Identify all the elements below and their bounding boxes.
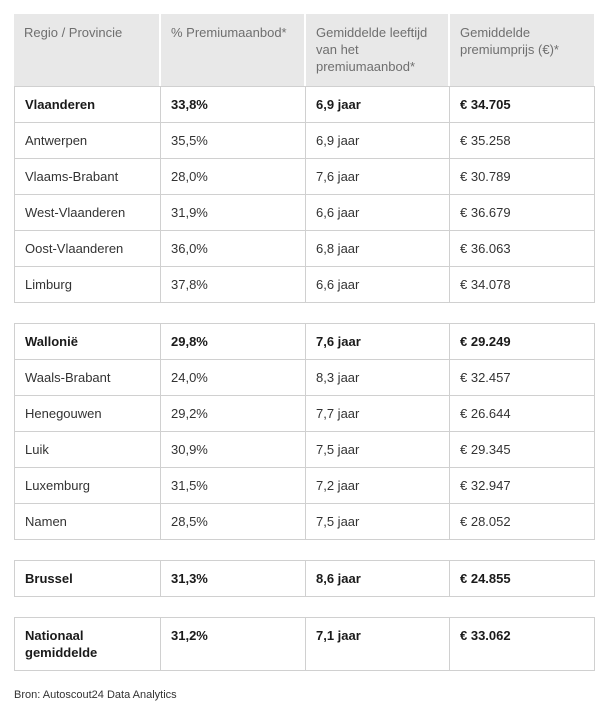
avg-age-cell: 6,9 jaar — [306, 87, 450, 123]
avg-age-cell: 7,2 jaar — [306, 468, 450, 504]
table-row — [15, 87, 595, 123]
region-cell: Waals-Brabant — [15, 360, 161, 396]
table-section-wallonie — [14, 323, 595, 540]
avg-price-cell: € 29.249 — [450, 324, 595, 360]
premium-share-cell: 29,2% — [161, 396, 306, 432]
avg-price-cell: € 24.855 — [450, 561, 595, 597]
column-header-avg-price: Gemiddelde premiumprijs (€)* — [449, 14, 594, 86]
avg-age-cell: 8,3 jaar — [306, 360, 450, 396]
column-header-avg-age: Gemiddelde leeftijd van het premiumaanbod* — [305, 14, 449, 86]
region-cell: Luxemburg — [15, 468, 161, 504]
region-cell: Limburg — [15, 267, 161, 303]
column-header-region: Regio / Provincie — [14, 14, 160, 86]
table-row — [15, 159, 595, 195]
avg-price-cell: € 26.644 — [450, 396, 595, 432]
table-row — [15, 396, 595, 432]
table-row — [15, 618, 595, 671]
avg-age-cell: 8,6 jaar — [306, 561, 450, 597]
avg-age-cell: 7,6 jaar — [306, 324, 450, 360]
avg-age-cell: 6,6 jaar — [306, 195, 450, 231]
avg-price-cell: € 34.078 — [450, 267, 595, 303]
source-note: Bron: Autoscout24 Data Analytics — [14, 689, 177, 701]
premium-share-cell: 33,8% — [161, 87, 306, 123]
premium-share-cell: 31,2% — [161, 618, 306, 671]
avg-price-cell: € 32.947 — [450, 468, 595, 504]
avg-price-cell: € 30.789 — [450, 159, 595, 195]
region-cell: Namen — [15, 504, 161, 540]
table-row — [15, 195, 595, 231]
table-row — [15, 468, 595, 504]
avg-age-cell: 7,1 jaar — [306, 618, 450, 671]
avg-age-cell: 7,5 jaar — [306, 504, 450, 540]
table-section-brussel — [14, 560, 595, 597]
premium-share-cell: 36,0% — [161, 231, 306, 267]
premium-share-cell: 37,8% — [161, 267, 306, 303]
premium-share-cell: 29,8% — [161, 324, 306, 360]
avg-age-cell: 6,9 jaar — [306, 123, 450, 159]
premium-share-cell: 28,5% — [161, 504, 306, 540]
avg-age-cell: 7,5 jaar — [306, 432, 450, 468]
table-row — [15, 561, 595, 597]
table-row — [15, 267, 595, 303]
premium-share-cell: 30,9% — [161, 432, 306, 468]
table-row — [15, 231, 595, 267]
table-row — [15, 432, 595, 468]
region-cell: Vlaanderen — [15, 87, 161, 123]
region-cell: Brussel — [15, 561, 161, 597]
table-header — [14, 14, 594, 86]
avg-price-cell: € 34.705 — [450, 87, 595, 123]
table-section-nationaal-gemiddelde — [14, 617, 595, 671]
avg-price-cell: € 36.679 — [450, 195, 595, 231]
avg-price-cell: € 35.258 — [450, 123, 595, 159]
avg-age-cell: 7,7 jaar — [306, 396, 450, 432]
column-header-premium-share: % Premiumaanbod* — [160, 14, 305, 86]
avg-price-cell: € 29.345 — [450, 432, 595, 468]
avg-price-cell: € 32.457 — [450, 360, 595, 396]
region-cell: Luik — [15, 432, 161, 468]
premium-share-cell: 31,5% — [161, 468, 306, 504]
region-cell: West-Vlaanderen — [15, 195, 161, 231]
avg-age-cell: 7,6 jaar — [306, 159, 450, 195]
premium-share-cell: 35,5% — [161, 123, 306, 159]
table-row — [15, 123, 595, 159]
region-cell: Wallonië — [15, 324, 161, 360]
header-row — [14, 14, 594, 86]
region-cell: Henegouwen — [15, 396, 161, 432]
region-cell: Antwerpen — [15, 123, 161, 159]
table-sections — [14, 86, 594, 671]
region-cell: Oost-Vlaanderen — [15, 231, 161, 267]
region-cell: Nationaal gemiddelde — [15, 618, 161, 671]
avg-price-cell: € 33.062 — [450, 618, 595, 671]
premium-share-cell: 28,0% — [161, 159, 306, 195]
avg-age-cell: 6,6 jaar — [306, 267, 450, 303]
avg-price-cell: € 36.063 — [450, 231, 595, 267]
premium-share-cell: 31,3% — [161, 561, 306, 597]
table-row — [15, 504, 595, 540]
table-row — [15, 324, 595, 360]
avg-price-cell: € 28.052 — [450, 504, 595, 540]
avg-age-cell: 6,8 jaar — [306, 231, 450, 267]
premium-share-cell: 31,9% — [161, 195, 306, 231]
premium-share-cell: 24,0% — [161, 360, 306, 396]
table-row — [15, 360, 595, 396]
region-cell: Vlaams-Brabant — [15, 159, 161, 195]
table-section-vlaanderen — [14, 86, 595, 303]
